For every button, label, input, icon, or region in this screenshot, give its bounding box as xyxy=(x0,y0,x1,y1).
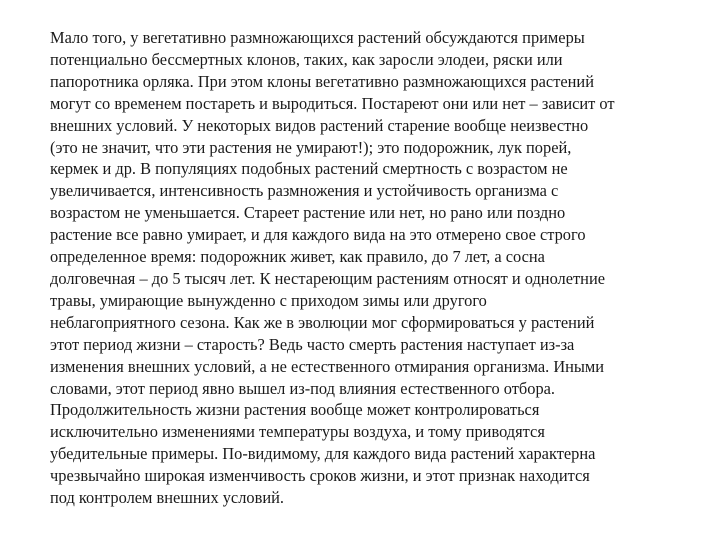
text-line: неблагоприятного сезона. Как же в эволюции мог сформироваться у растений xyxy=(50,312,595,332)
text-line: (это не значит, что эти растения не умирают!); это подорожник, лук порей, xyxy=(50,137,572,157)
text-line: кермек и др. В популяциях подобных растений смертность с возрастом не xyxy=(50,159,568,179)
text-line: под контролем внешних условий. xyxy=(50,488,284,508)
text-line: исключительно изменениями температуры воздуха, и тому приводятся xyxy=(50,422,545,442)
text-line: возрастом не уменьшается. Стареет растение или нет, но рано или поздно xyxy=(50,203,566,223)
text-line: чрезвычайно широкая изменчивость сроков жизни, и этот признак находится xyxy=(50,466,590,486)
text-line: растение все равно умирает, и для каждого вида на это отмерено свое строго xyxy=(50,225,586,245)
text-line: увеличивается, интенсивность размножения и устойчивость организма с xyxy=(50,181,559,201)
text-line: этот период жизни – старость? Ведь часто смерть растения наступает из-за xyxy=(50,334,575,354)
text-line: словами, этот период явно вышел из-под влияния естественного отбора. xyxy=(50,378,556,398)
text-line: потенциально бессмертных клонов, таких, как заросли элодеи, ряски или xyxy=(50,49,563,69)
text-line: изменения внешних условий, а не естественного отмирания организма. Иными xyxy=(50,356,605,376)
text-line: папоротника орляка. При этом клоны вегетативно размножающихся растений xyxy=(50,71,594,91)
text-line: внешних условий. У некоторых видов растений старение вообще неизвестно xyxy=(50,115,589,135)
text-line: Мало того, у вегетативно размножающихся растений обсуждаются примеры xyxy=(50,28,585,47)
text-line: травы, умирающие вынужденно с приходом зимы или другого xyxy=(50,290,487,310)
text-line: Продолжительность жизни растения вообще может контролироваться xyxy=(50,400,540,420)
text-line: могут со временем постареть и выродиться. Постареют они или нет – зависит от xyxy=(50,93,615,113)
text-line: долговечная – до 5 тысяч лет. К нестареющим растениям относят и однолетние xyxy=(50,268,605,288)
text-line: убедительные примеры. По-видимому, для каждого вида растений характерна xyxy=(50,444,596,464)
text-line: определенное время: подорожник живет, как правило, до 7 лет, а сосна xyxy=(50,247,545,267)
body-paragraph xyxy=(50,27,670,509)
